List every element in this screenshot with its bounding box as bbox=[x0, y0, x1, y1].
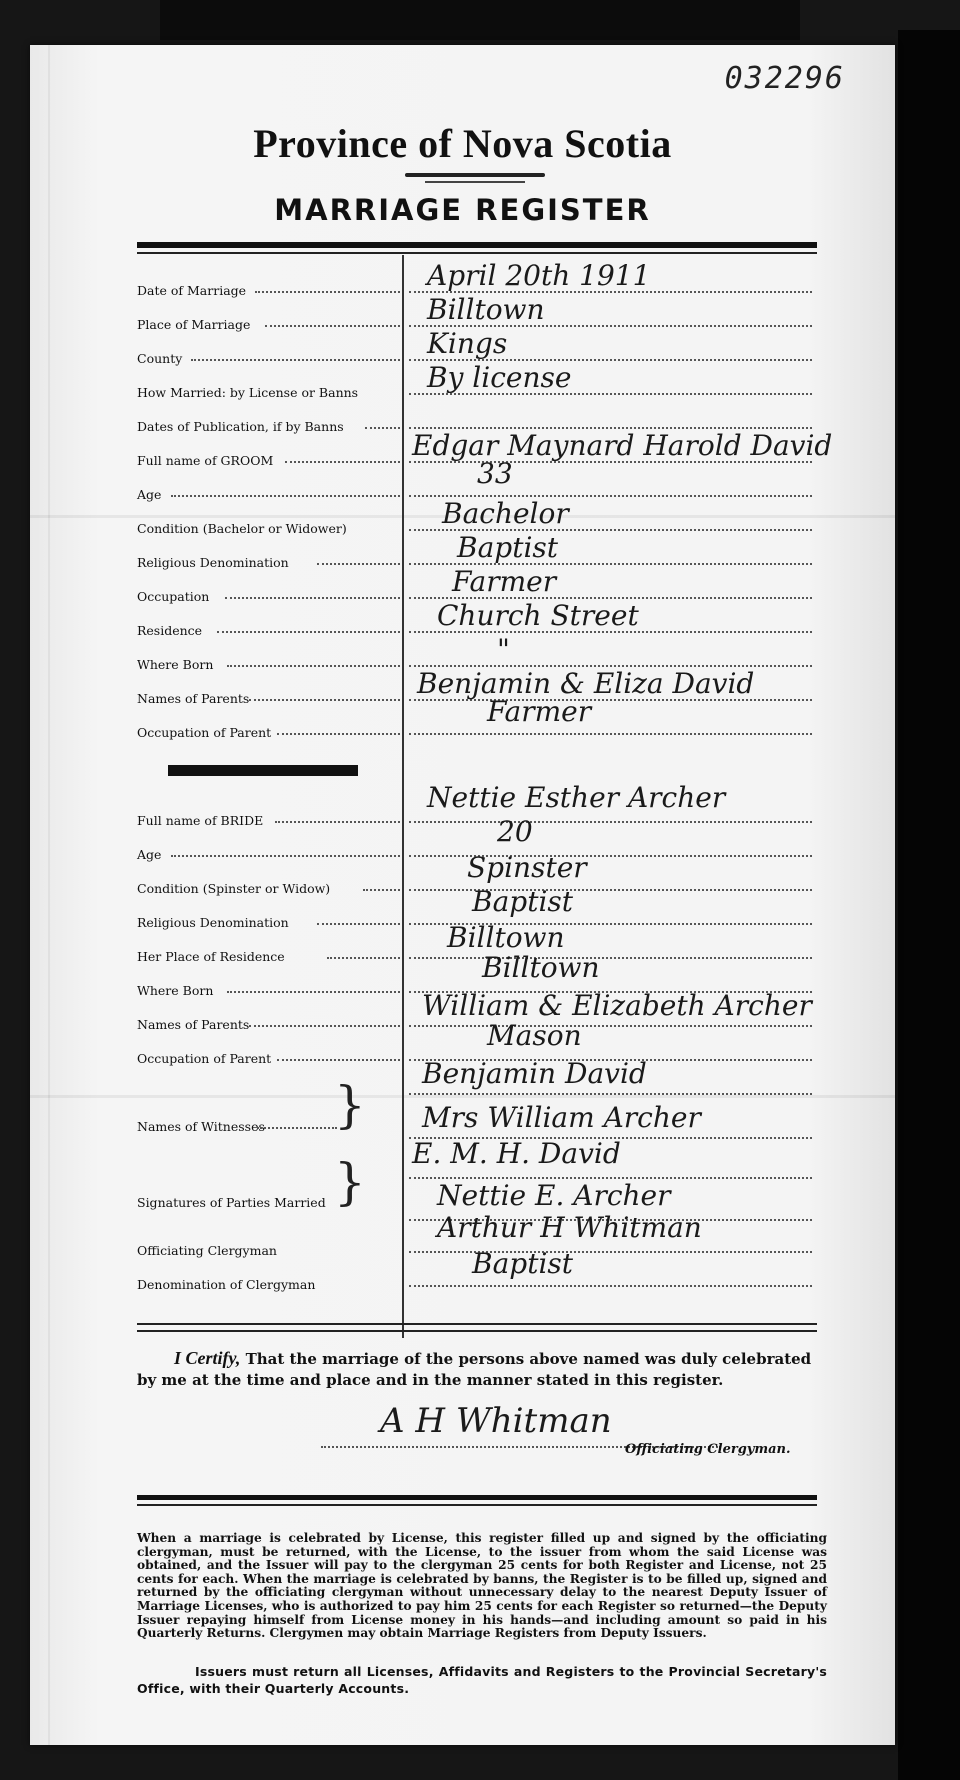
field-value: Arthur H Whitman bbox=[437, 1211, 702, 1244]
document-subtitle: MARRIAGE REGISTER bbox=[274, 193, 651, 227]
leader-dots bbox=[171, 495, 400, 497]
field-label: Signatures of Parties Married bbox=[137, 1195, 326, 1210]
field-value: Mason bbox=[487, 1019, 582, 1052]
field-value: By license bbox=[427, 361, 572, 394]
field-label: Denomination of Clergyman bbox=[137, 1277, 316, 1292]
field-value: 20 bbox=[497, 815, 533, 848]
leader-dots bbox=[327, 957, 400, 959]
field-value: Bachelor bbox=[442, 497, 569, 530]
footer-rule bbox=[137, 1504, 817, 1506]
field-value: Edgar Maynard Harold David bbox=[412, 429, 833, 462]
field-label: Names of Witnesses bbox=[137, 1119, 265, 1134]
field-label: Residence bbox=[137, 623, 203, 638]
field-label: Religious Denomination bbox=[137, 555, 289, 570]
fill-line bbox=[409, 1025, 812, 1027]
field-value: Nettie Esther Archer bbox=[427, 781, 726, 814]
bride-signature: Nettie E. Archer bbox=[437, 1179, 671, 1212]
marriage-register-document bbox=[30, 45, 895, 1745]
leader-dots bbox=[317, 563, 400, 565]
fill-line bbox=[409, 733, 812, 735]
header-rule bbox=[137, 252, 817, 254]
field-value: Benjamin & Eliza David bbox=[417, 667, 755, 700]
register-number: 032296 bbox=[724, 61, 845, 96]
field-row-how-married bbox=[137, 361, 817, 401]
field-label: Occupation bbox=[137, 589, 210, 604]
leader-dots bbox=[275, 821, 400, 823]
field-label: Condition (Spinster or Widow) bbox=[137, 881, 331, 896]
certification-statement bbox=[137, 1348, 827, 1391]
field-value: " bbox=[497, 633, 510, 666]
field-label: Dates of Publication, if by Banns bbox=[137, 419, 344, 434]
leader-dots bbox=[285, 461, 400, 463]
field-label: Her Place of Residence bbox=[137, 949, 285, 964]
field-value: Billtown bbox=[482, 951, 600, 984]
field-label: Full name of GROOM bbox=[137, 453, 274, 468]
certify-text: That the marriage of the persons above named was duly celebrated by me at the time and place and in the manner stated in this register. bbox=[137, 1350, 812, 1389]
field-value: Baptist bbox=[472, 1247, 574, 1280]
title-ornament bbox=[425, 181, 525, 183]
fill-line bbox=[409, 821, 812, 823]
field-row-groom-residence bbox=[137, 599, 817, 639]
leader-dots bbox=[255, 291, 400, 293]
leader-dots bbox=[249, 699, 400, 701]
field-label: County bbox=[137, 351, 183, 366]
leader-dots bbox=[277, 1059, 400, 1061]
field-value: William & Elizabeth Archer bbox=[422, 989, 812, 1022]
field-value: Billtown bbox=[447, 921, 565, 954]
scan-edge-top bbox=[160, 0, 800, 40]
document-title: Province of Nova Scotia bbox=[253, 121, 672, 166]
groom-signature: E. M. H. David bbox=[412, 1137, 621, 1170]
field-value: Spinster bbox=[467, 851, 587, 884]
section-rule bbox=[137, 1323, 817, 1325]
leader-dots bbox=[249, 1025, 400, 1027]
leader-dots bbox=[217, 631, 400, 633]
field-label: Condition (Bachelor or Widower) bbox=[137, 521, 347, 536]
field-value: Farmer bbox=[452, 565, 557, 598]
section-rule bbox=[137, 1330, 817, 1332]
field-label: Age bbox=[137, 487, 162, 502]
leader-dots bbox=[265, 325, 400, 327]
certify-lead: I Certify, bbox=[174, 1348, 241, 1368]
leader-dots bbox=[317, 923, 400, 925]
leader-dots bbox=[227, 991, 400, 993]
field-label: Full name of BRIDE bbox=[137, 813, 264, 828]
field-value: Kings bbox=[427, 327, 508, 360]
leader-dots bbox=[363, 889, 400, 891]
field-value: April 20th 1911 bbox=[427, 259, 651, 292]
field-label: Names of Parents bbox=[137, 1017, 250, 1032]
leader-dots bbox=[365, 427, 400, 429]
header-rule bbox=[137, 242, 817, 248]
field-value: 33 bbox=[477, 457, 513, 490]
field-value: Billtown bbox=[427, 293, 545, 326]
leader-dots bbox=[225, 597, 400, 599]
leader-dots bbox=[277, 733, 400, 735]
leader-dots bbox=[191, 359, 400, 361]
fill-line bbox=[409, 889, 812, 891]
fill-line bbox=[409, 1251, 812, 1253]
field-label: How Married: by License or Banns bbox=[137, 385, 359, 400]
field-label: Where Born bbox=[137, 657, 214, 672]
clergyman-signature: A H Whitman bbox=[380, 1401, 612, 1441]
witnesses-brace: } bbox=[334, 1076, 366, 1134]
scan-edge-right bbox=[898, 30, 960, 1780]
field-label: Religious Denomination bbox=[137, 915, 289, 930]
witness-1: Benjamin David bbox=[422, 1057, 647, 1090]
fill-line bbox=[409, 957, 812, 959]
fill-line bbox=[409, 1285, 812, 1287]
field-value: Baptist bbox=[457, 531, 559, 564]
field-label: Officiating Clergyman bbox=[137, 1243, 277, 1258]
field-label: Occupation of Parent bbox=[137, 1051, 272, 1066]
footer-rule bbox=[137, 1495, 817, 1500]
field-value: Baptist bbox=[472, 885, 574, 918]
field-label: Occupation of Parent bbox=[137, 725, 272, 740]
field-value: Farmer bbox=[487, 695, 592, 728]
signatures-brace: } bbox=[334, 1153, 366, 1211]
field-label: Place of Marriage bbox=[137, 317, 251, 332]
issuers-notice: Issuers must return all Licenses, Affidavits and Registers to the Provincial Secretary's Office, with their Quarterly Accounts. bbox=[137, 1664, 827, 1696]
field-label: Names of Parents bbox=[137, 691, 250, 706]
leader-dots bbox=[171, 855, 400, 857]
leader-dots bbox=[227, 665, 400, 667]
field-label: Age bbox=[137, 847, 162, 862]
field-value: Church Street bbox=[437, 599, 639, 632]
field-label: Date of Marriage bbox=[137, 283, 247, 298]
witness-2: Mrs William Archer bbox=[422, 1101, 701, 1134]
bride-section-bar bbox=[168, 765, 358, 776]
signature-caption: Officiating Clergyman. bbox=[625, 1442, 791, 1457]
field-row-bride-name bbox=[137, 781, 817, 829]
title-ornament bbox=[405, 173, 545, 177]
instructions-notice: When a marriage is celebrated by License, this register filled up and signed by the officiating clergyman, must be returned, with the License, to the issuer from whom the said License was obtained, and the Issuer will pay to the clergyman 25 cents for both Register and License, not 25 cents for each. When the marriage is celebrated by banns, the Register is to be filled up, signed and returned by the officiating clergyman without unnecessary delay to the nearest Deputy Issuer of Marriage Licenses, who is authorized to pay him 25 cents for each Register so returned—the Deputy Issuer repaying himself from License money in his hands—and including amount so paid in his Quarterly Returns. Clergymen may obtain Marriage Registers from Deputy Issuers. bbox=[137, 1531, 827, 1641]
field-row-groom-parents bbox=[137, 667, 817, 707]
field-label: Where Born bbox=[137, 983, 214, 998]
fill-line bbox=[409, 1093, 812, 1095]
